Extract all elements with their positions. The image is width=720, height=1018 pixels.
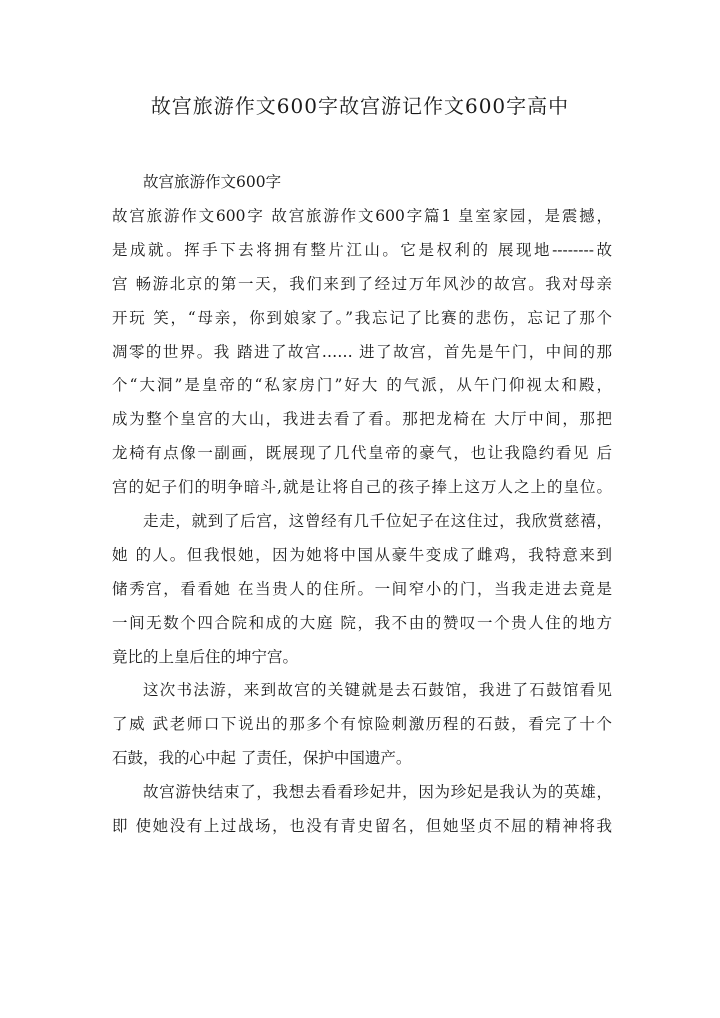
- page-title: 故宫旅游作文600字故宫游记作文600字高中: [150, 94, 570, 118]
- text-line: 石鼓，我的心中起 了责任，保护中国遗产。: [112, 749, 412, 768]
- text-line: 宫 畅游北京的第一天，我们来到了经过万年风沙的故宫。我对母亲: [112, 274, 612, 293]
- text-line: 开玩 笑，“母亲，你到娘家了。”我忘记了比赛的悲伤，忘记了那个: [112, 308, 612, 327]
- text-line: 这次书法游，来到故宫的关键就是去石鼓馆，我进了石鼓馆看见: [143, 681, 612, 700]
- text-line: 走走，就到了后宫，这曾经有几千位妃子在这住过，我欣赏慈禧，: [143, 512, 612, 531]
- text-line: 即 使她没有上过战场，也没有青史留名，但她坚贞不屈的精神将我: [112, 817, 612, 836]
- text-line: 凋零的世界。我 踏进了故宫…… 进了故宫，首先是午门，中间的那: [112, 342, 612, 361]
- text-line: 她 的人。但我恨她，因为她将中国从豪牛变成了雌鸡，我特意来到: [112, 545, 612, 564]
- text-line: 一间无数个四合院和成的大庭 院，我不由的赞叹一个贵人住的地方: [112, 613, 612, 632]
- text-line: 故宫游快结束了，我想去看看珍妃井，因为珍妃是我认为的英雄，: [143, 783, 612, 802]
- text-line: 成为整个皇宫的大山，我进去看了看。那把龙椅在 大厅中间，那把: [112, 410, 612, 429]
- text-line: 个“大洞”是皇帝的“私家房门”好大 的气派，从午门仰视太和殿，: [112, 376, 612, 395]
- text-line: 故宫旅游作文600字 故宫旅游作文600字篇1 皇室家园，是震撼，: [112, 207, 612, 225]
- text-line: 宫的妃子们的明争暗斗,就是让将自己的孩子捧上这万人之上的皇位。: [112, 478, 612, 497]
- text-line: 龙椅有点像一副画，既展现了几代皇帝的豪气，也让我隐约看见 后: [112, 444, 612, 463]
- subtitle: 故宫旅游作文600字: [143, 173, 282, 191]
- text-line: 竟比的上皇后住的坤宁宫。: [112, 647, 299, 666]
- body-text: [112, 200, 612, 844]
- text-line: 了威 武老师口下说出的那多个有惊险刺激历程的石鼓，看完了十个: [112, 715, 612, 734]
- text-line: 是成就。挥手下去将拥有整片江山。它是权利的 展现地--------故: [112, 240, 612, 259]
- text-line: 储秀宫，看看她 在当贵人的住所。一间窄小的门，当我走进去竟是: [112, 579, 612, 598]
